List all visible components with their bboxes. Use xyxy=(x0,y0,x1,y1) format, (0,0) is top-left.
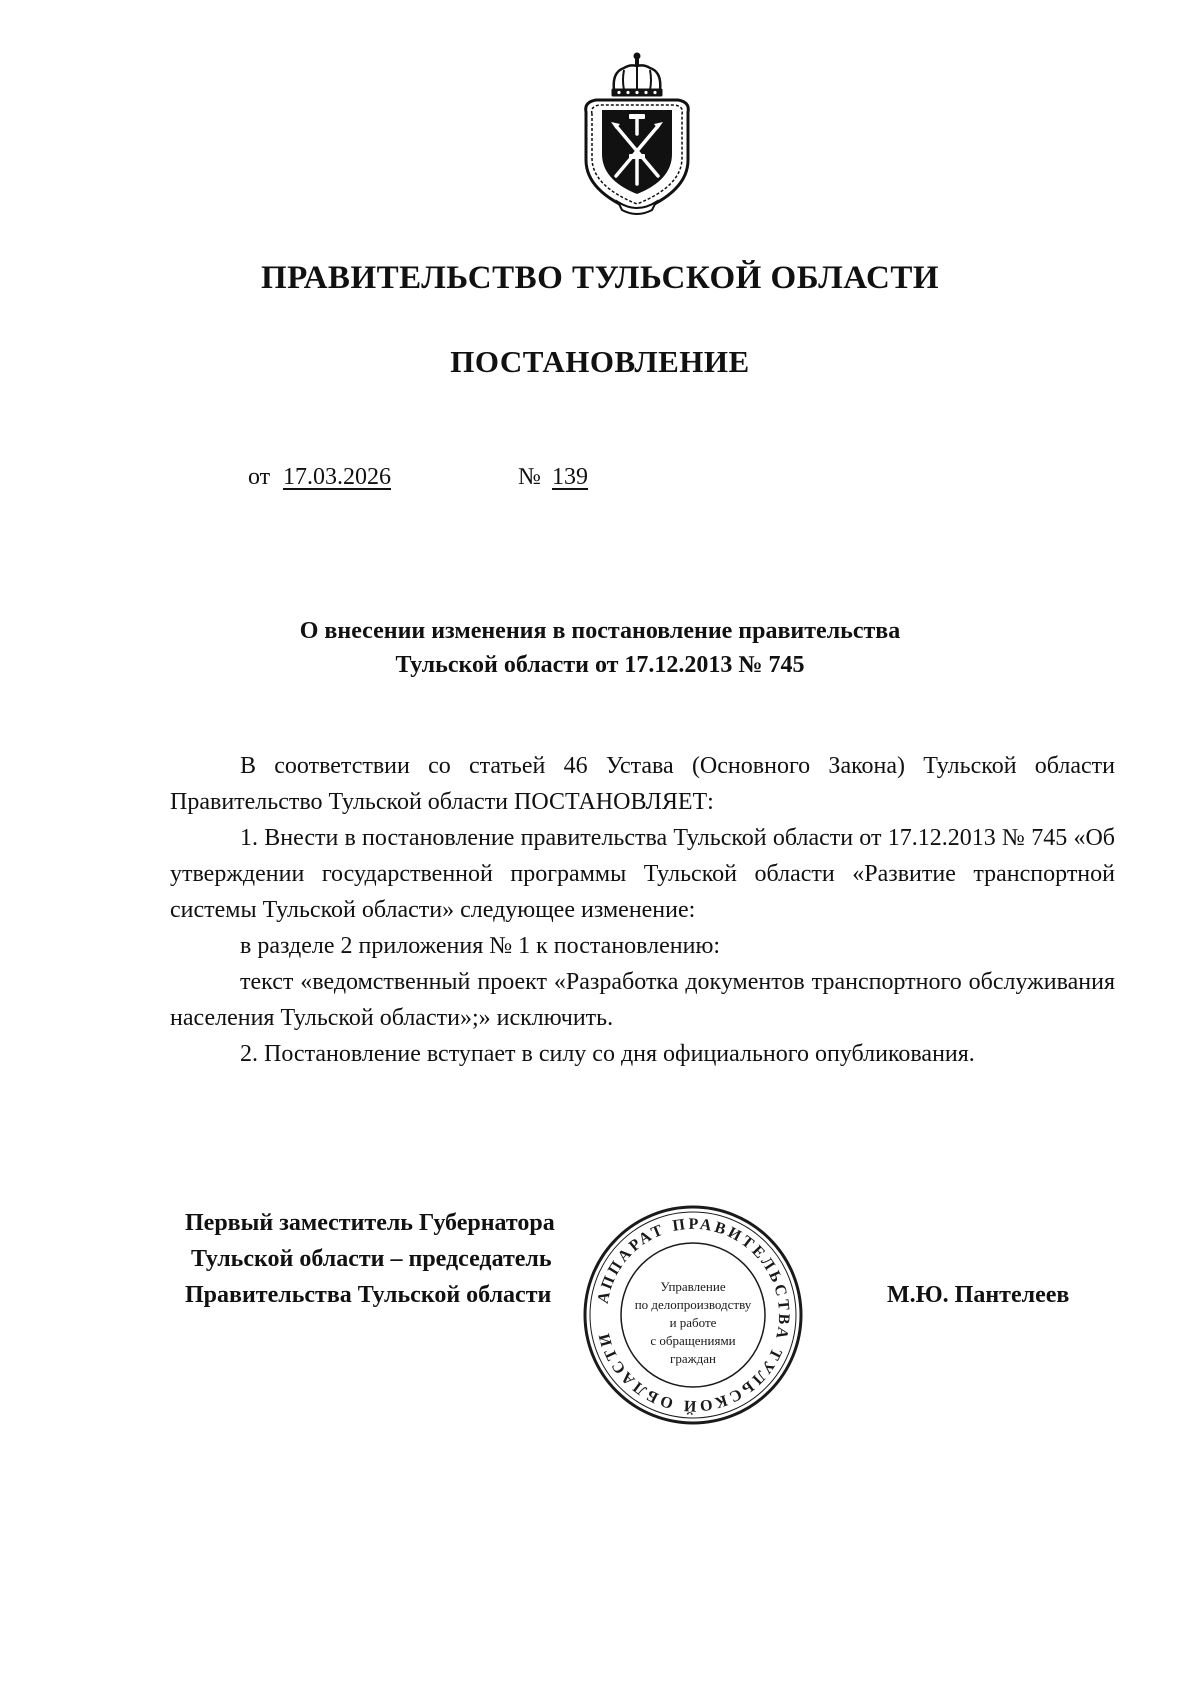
body-paragraph-preamble: В соответствии со статьей 46 Устава (Основного Закона) Тульской области Правительство Тульской области ПОСТАНОВЛЯЕТ: xyxy=(170,753,1115,815)
coat-of-arms-icon xyxy=(578,50,696,216)
signatory-position-line-1: Первый заместитель Губернатора xyxy=(185,1210,555,1236)
date-prefix: от xyxy=(248,464,271,490)
svg-text:АППАРАТ ПРАВИТЕЛЬСТВА ТУЛЬСКОЙ xyxy=(595,1216,793,1416)
document-type-title: ПОСТАНОВЛЕНИЕ xyxy=(450,344,750,379)
signatory-name: М.Ю. Пантелеев xyxy=(887,1282,1070,1308)
stamp-center-line-1: Управление xyxy=(660,1279,726,1294)
document-number: 139 xyxy=(552,464,588,490)
document-body xyxy=(170,748,1115,1072)
document-date: 17.03.2026 xyxy=(283,464,391,490)
subject-line-1: О внесении изменения в постановление правительства xyxy=(299,618,901,644)
signatory-position-line-2: Тульской области – председатель xyxy=(191,1246,552,1272)
stamp-center-line-4: с обращениями xyxy=(650,1333,736,1348)
body-paragraph-item-1: 1. Внести в постановление правительства Тульской области от 17.12.2013 № 745 «Об утверждении государственной программы Тульской области «Развитие транспортной системы Тульской области» следующее изменение: xyxy=(170,825,1115,923)
signatory-position-line-3: Правительства Тульской области xyxy=(185,1282,552,1308)
body-paragraph-item-2: 2. Постановление вступает в силу со дня официального опубликования. xyxy=(240,1041,975,1067)
stamp-center-line-3: и работе xyxy=(669,1315,717,1330)
subject-line-2: Тульской области от 17.12.2013 № 745 xyxy=(395,652,805,678)
document-subject xyxy=(0,614,1200,682)
body-paragraph-exclusion: текст «ведомственный проект «Разработка документов транспортного обслуживания населения Тульской области»;» исключить. xyxy=(170,969,1115,1031)
stamp-center-line-5: граждан xyxy=(670,1351,716,1366)
official-stamp xyxy=(578,1200,808,1430)
stamp-center-line-2: по делопроизводству xyxy=(634,1297,752,1312)
signatory-position xyxy=(185,1205,555,1313)
number-prefix: № xyxy=(518,464,541,490)
government-title: ПРАВИТЕЛЬСТВО ТУЛЬСКОЙ ОБЛАСТИ xyxy=(261,260,939,296)
stamp-seal-icon xyxy=(578,1200,808,1430)
stamp-center-text xyxy=(608,1278,778,1368)
body-paragraph-section-ref: в разделе 2 приложения № 1 к постановлению: xyxy=(240,933,721,959)
stamp-ring-text: АППАРАТ ПРАВИТЕЛЬСТВА ТУЛЬСКОЙ ОБЛАСТИ xyxy=(594,1215,793,1415)
